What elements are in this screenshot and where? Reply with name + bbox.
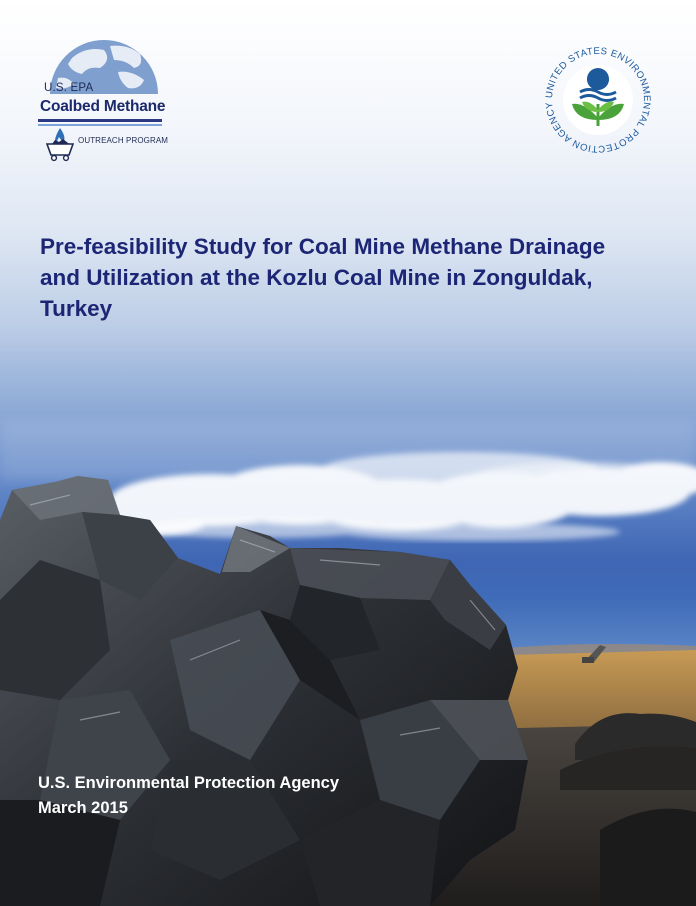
cbm-outreach-logo — [38, 38, 168, 164]
logo-program-type: OUTREACH PROGRAM — [78, 136, 169, 145]
logo-program-name: Coalbed Methane — [40, 98, 166, 115]
logo-agency-short: U.S. EPA — [44, 82, 94, 94]
mine-cart-flame-icon — [44, 126, 76, 162]
logo-divider — [38, 119, 162, 122]
report-author: U.S. Environmental Protection Agency — [38, 774, 340, 792]
report-title: Pre-feasibility Study for Coal Mine Methane Drainage and Utilization at the Kozlu Coal Mine in Zonguldak, Turkey — [40, 234, 606, 321]
seal-ring-text: UNITED STATES ENVIRONMENTAL PROTECTION AGENCY — [543, 45, 653, 155]
report-date: March 2015 — [38, 799, 128, 817]
epa-seal — [538, 40, 658, 160]
